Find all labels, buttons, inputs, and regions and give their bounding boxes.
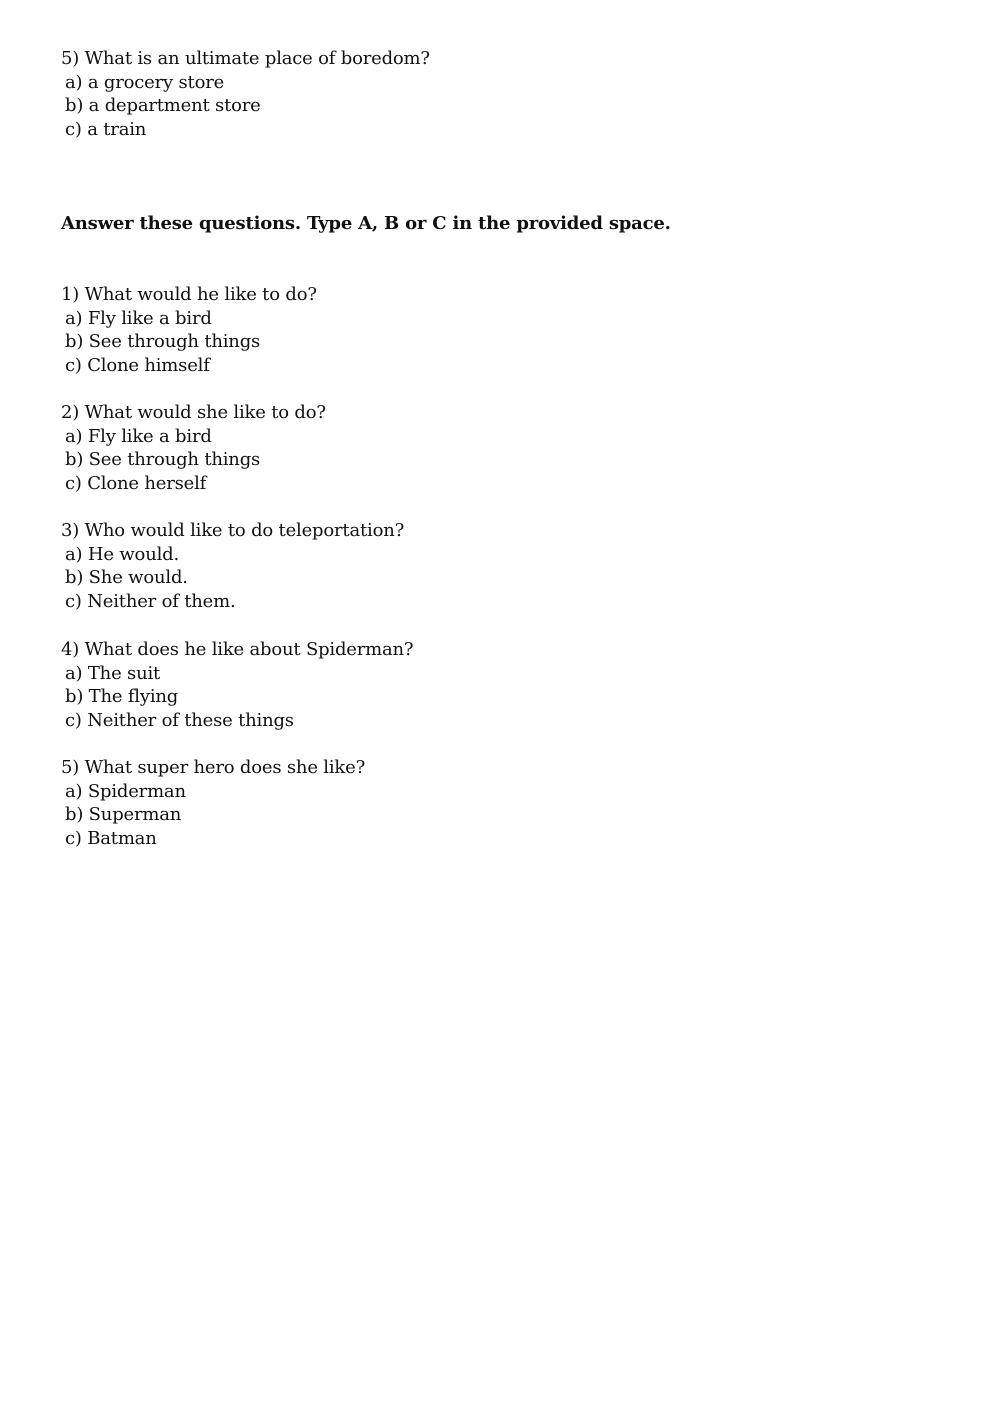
- option-b: b) The flying: [65, 686, 179, 708]
- question-text: 2) What would she like to do?: [61, 402, 326, 423]
- option-a: a) a grocery store: [65, 71, 225, 93]
- question-text: 5) What is an ultimate place of boredom?: [61, 48, 430, 69]
- option-a: a) The suit: [65, 662, 161, 684]
- question-block-2: [61, 401, 326, 496]
- option-b: b) Superman: [65, 804, 182, 826]
- option-a: a) Fly like a bird: [65, 425, 212, 447]
- option-b: b) a department store: [65, 95, 261, 117]
- question-text: 1) What would he like to do?: [61, 284, 317, 305]
- question-block-1: [61, 283, 317, 378]
- question-text: 4) What does he like about Spiderman?: [61, 639, 414, 660]
- option-c: c) a train: [65, 119, 147, 141]
- option-c: c) Clone himself: [65, 355, 210, 377]
- previous-question-block: [61, 47, 430, 142]
- instruction-heading: Answer these questions. Type A, B or C in the provided space.: [61, 213, 671, 234]
- question-block-3: [61, 519, 404, 614]
- option-c: c) Neither of them.: [65, 591, 236, 613]
- question-block-4: [61, 638, 413, 733]
- option-a: a) He would.: [65, 543, 179, 565]
- option-b: b) See through things: [65, 331, 261, 353]
- option-b: b) She would.: [65, 567, 188, 589]
- question-block-5: [61, 756, 365, 851]
- option-c: c) Neither of these things: [65, 710, 294, 732]
- question-text: 3) Who would like to do teleportation?: [61, 520, 405, 541]
- option-c: c) Batman: [65, 828, 157, 850]
- option-c: c) Clone herself: [65, 473, 207, 495]
- question-text: 5) What super hero does she like?: [61, 757, 366, 778]
- option-a: a) Fly like a bird: [65, 307, 212, 329]
- option-a: a) Spiderman: [65, 780, 186, 802]
- option-b: b) See through things: [65, 449, 261, 471]
